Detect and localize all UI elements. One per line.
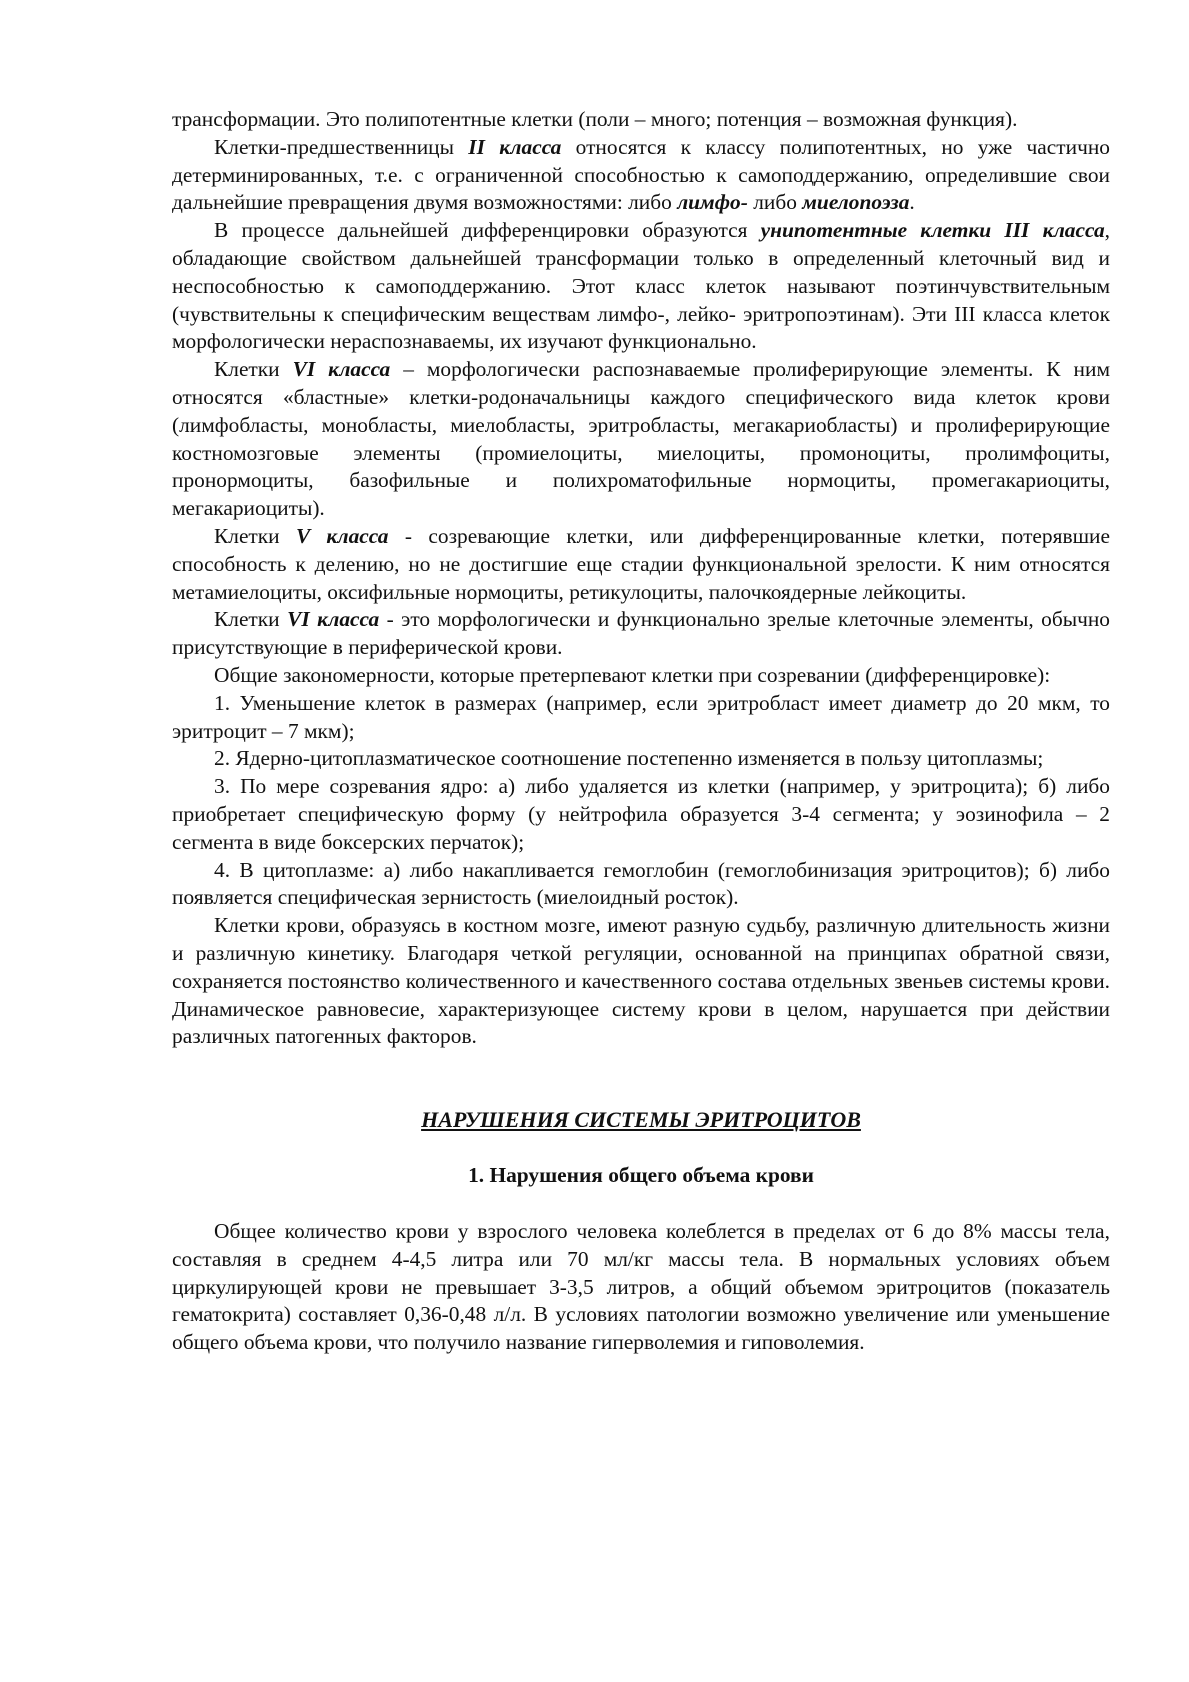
text-run: Клетки [214,357,293,382]
text-run: . [909,190,915,215]
emphasis-term: VI класса [287,607,380,632]
paragraph-class-5 [172,523,1110,606]
emphasis-term: унипотентные клетки III класса [760,218,1105,243]
list-item-4 [172,857,1110,913]
text-run: 4. В цитоплазме: а) либо накапливается гемоглобин (гемоглобинизация эритроцитов); б) либо появляется специфическая зернистость (миелоидный росток). [172,857,1110,910]
text-run: 1. Уменьшение клеток в размерах (например, если эритробласт имеет диаметр до 20 мкм, то эритроцит – 7 мкм); [172,690,1110,743]
text-run: либо [747,190,803,215]
text-run: Клетки [214,523,297,548]
emphasis-term: VI класса [292,357,391,382]
list-item-1 [172,690,1110,746]
paragraph-blood-volume [172,1218,1110,1357]
paragraph-class-3 [172,217,1110,356]
emphasis-term: V класса [296,523,389,548]
emphasis-term: миелопоэза [802,190,910,215]
list-item-2 [172,745,1110,773]
text-run: трансформации. Это полипотентные клетки (поли – много; потенция – возможная функция). [172,107,1018,131]
paragraph-blood-cells [172,912,1110,1051]
paragraph-class-6b [172,606,1110,662]
text-run: , обладающие свойством дальнейшей трансформации только в определенный клеточный вид и неспособностью к самоподдержанию. Этот класс клеток называют поэтинчувствительным (чувствительны к специфическим веществам лимфо-, лейко- эритропоэтинам). Эти III класса клеток морфологически нераспознаваемы, их изучают функционально. [172,218,1110,354]
text-run: Общее количество крови у взрослого человека колеблется в пределах от 6 до 8% массы тела, составляя в среднем 4-4,5 литра или 70 мл/кг массы тела. В нормальных условиях объем циркулирующей крови не превышает 3-3,5 литров, а общий объемом эритроцитов (показатель гематокрита) составляет 0,36-0,48 л/л. В условиях патологии возможно увеличение или уменьшение общего объема крови, что получило название гиперволемия и гиповолемия. [172,1219,1110,1355]
text-run: Общие закономерности, которые претерпевают клетки при созревании (дифференцировке): [214,662,1051,687]
text-run: Клетки-предшественницы [214,134,469,159]
paragraph-class-6a [172,356,1110,523]
text-run: - это морфологически и функционально зрелые клеточные элементы, обычно присутствующие в периферической крови. [172,607,1110,660]
text-run: 3. По мере созревания ядро: а) либо удаляется из клетки (например, у эритроцита); б) либо приобретает специфическую форму (у нейтрофила образуется 3-4 сегмента; у эозинофила – 2 сегмента в виде боксерских перчаток); [172,774,1110,854]
text-run: 2. Ядерно-цитоплазматическое соотношение постепенно изменяется в пользу цитоплазмы; [214,746,1044,771]
paragraph-class-2 [172,134,1110,217]
text-run: В процессе дальнейшей дифференцировки образуются [214,218,761,243]
list-item-3 [172,773,1110,856]
text-run: Клетки крови, образуясь в костном мозге, имеют разную судьбу, различную длительность жизни и различную кинетику. Благодаря четкой регуляции, основанной на принципах обратной связи, сохраняется постоянство количественного и качественного состава отдельных звеньев системы крови. Динамическое равновесие, характеризующее систему крови в целом, нарушается при действии различных патогенных факторов. [172,913,1110,1049]
emphasis-term: II класса [468,134,562,159]
paragraph-general-patterns [172,662,1110,690]
subsection-title: 1. Нарушения общего объема крови [468,1163,814,1188]
emphasis-term: лимфо- [677,190,748,215]
section-title: НАРУШЕНИЯ СИСТЕМЫ ЭРИТРОЦИТОВ [421,1107,861,1133]
paragraph-continuation [172,106,1110,134]
text-run: - созревающие клетки, или дифференцированные клетки, потерявшие способность к делению, но не достигшие еще стадии функциональной зрелости. К ним относятся метамиелоциты, оксифильные нормоциты, ретикулоциты, палочкоядерные лейкоциты. [172,523,1110,604]
document-page [172,106,1110,1357]
text-run: – морфологически распознаваемые пролиферирующие элементы. К ним относятся «бластные» клетки-родоначальницы каждого специфического вида клеток крови (лимфобласты, монобласты, миелобласты, эритробласты, мегакариобласты) и пролиферирующие костномозговые элементы (промиелоциты, миелоциты, промоноциты, пролимфоциты, пронормоциты, базофильные и полихроматофильные нормоциты, промегакариоциты, мегакариоциты). [172,357,1110,521]
text-run: Клетки [214,607,288,632]
text-run: относятся к классу полипотентных, но уже частично детерминированных, т.е. с ограниченной способностью к самоподдержанию, определившие свои дальнейшие превращения двумя возможностями: либо [172,134,1110,215]
